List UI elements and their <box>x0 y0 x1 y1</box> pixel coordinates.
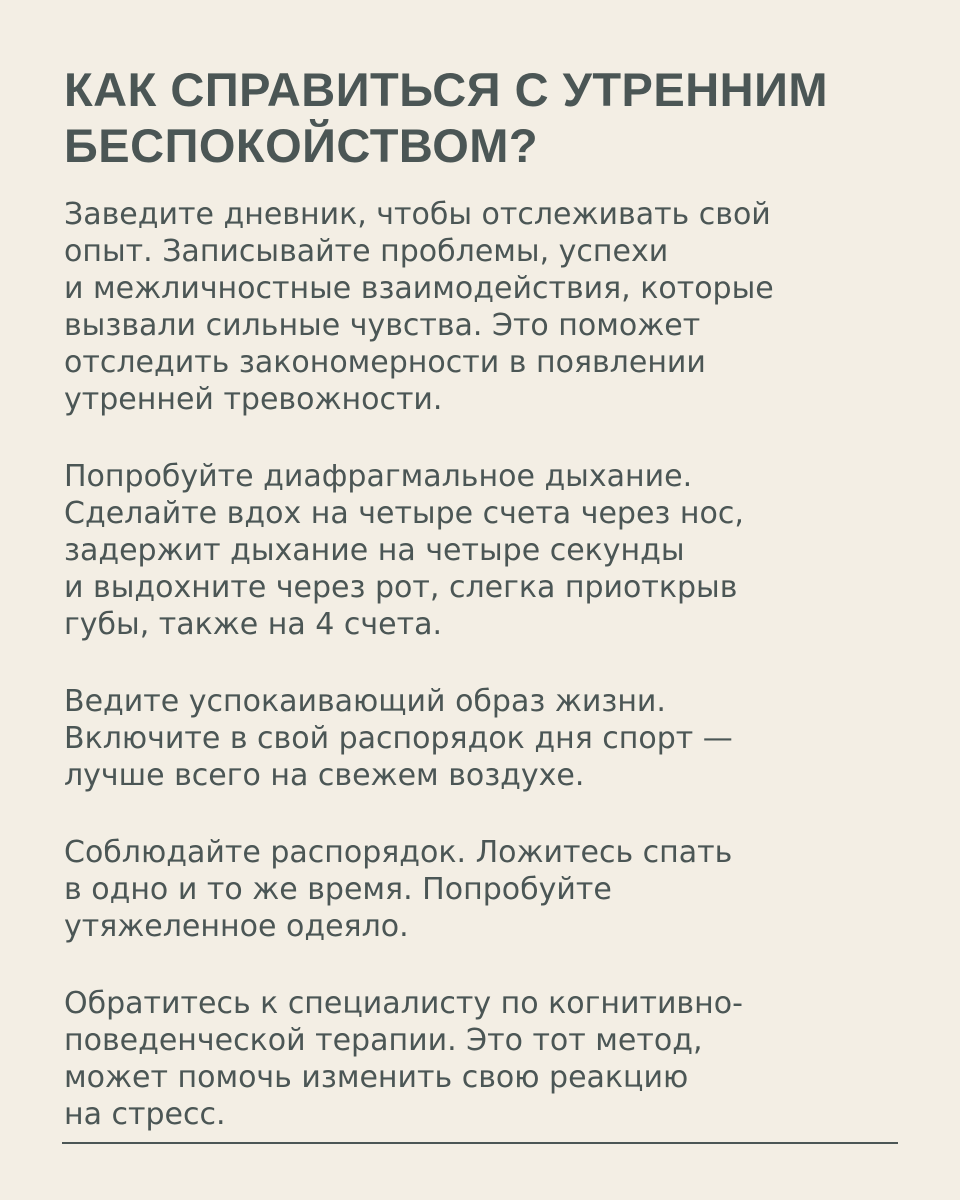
text-line: вызвали сильные чувства. Это поможет <box>64 308 701 343</box>
paragraph-diary <box>64 196 924 418</box>
text-line: и выдохните через рот, слегка приоткрыв <box>64 570 738 605</box>
text-line: утяжеленное одеяло. <box>64 909 409 944</box>
text-line: Включите в свой распорядок дня спорт — <box>64 721 733 756</box>
paragraph-breathing <box>64 458 924 643</box>
text-line: губы, также на 4 счета. <box>64 607 443 642</box>
text-line: поведенческой терапии. Это тот метод, <box>64 1023 703 1058</box>
bottom-divider <box>62 1142 898 1144</box>
text-line: Ведите успокаивающий образ жизни. <box>64 684 666 719</box>
text-line: Соблюдайте распорядок. Ложитесь спать <box>64 835 733 870</box>
text-line: Обратитесь к специалисту по когнитивно- <box>64 986 743 1021</box>
text-line: может помочь изменить свою реакцию <box>64 1060 689 1095</box>
text-line: лучше всего на свежем воздухе. <box>64 758 585 793</box>
title-line: БЕСПОКОЙСТВОМ? <box>64 119 539 172</box>
text-line: и межличностные взаимодействия, которые <box>64 271 774 306</box>
text-line: опыт. Записывайте проблемы, успехи <box>64 234 669 269</box>
page-title <box>64 62 904 174</box>
text-line: отследить закономерности в появлении <box>64 345 706 380</box>
text-line: Сделайте вдох на четыре счета через нос, <box>64 496 744 531</box>
paragraph-lifestyle <box>64 683 924 794</box>
text-line: утренней тревожности. <box>64 382 443 417</box>
paragraph-therapy <box>64 985 924 1133</box>
text-line: задержит дыхание на четыре секунды <box>64 533 685 568</box>
article-body <box>64 196 924 1173</box>
text-line: в одно и то же время. Попробуйте <box>64 872 612 907</box>
text-line: Заведите дневник, чтобы отслеживать свой <box>64 197 771 232</box>
text-line: Попробуйте диафрагмальное дыхание. <box>64 459 693 494</box>
text-line: на стресс. <box>64 1097 226 1132</box>
paragraph-routine <box>64 834 924 945</box>
title-line: КАК СПРАВИТЬСЯ С УТРЕННИМ <box>64 63 829 116</box>
